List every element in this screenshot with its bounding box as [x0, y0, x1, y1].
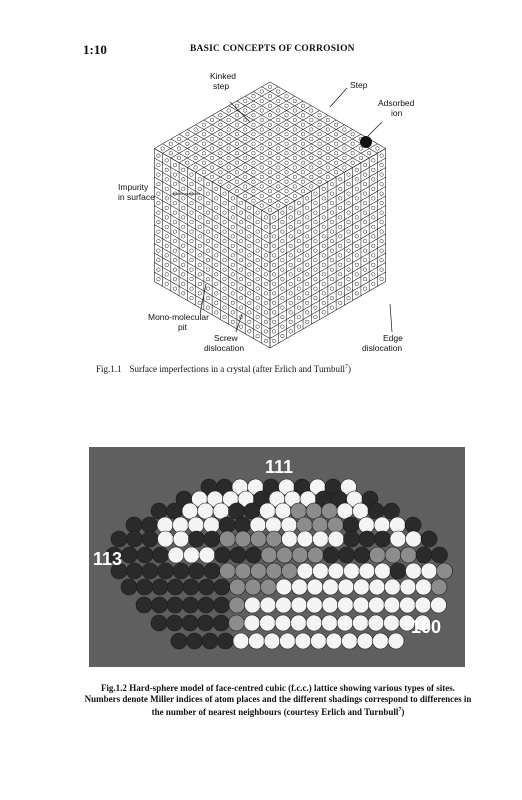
figure-crystal-surface-diagram — [100, 64, 440, 364]
figure1-caption-close: ) — [347, 364, 351, 374]
miller-index-100: 100 — [411, 617, 442, 637]
figure1-caption — [96, 364, 456, 374]
label-impurity-line1: Impurity — [118, 182, 149, 192]
label-adsorbed-ion-line2: ion — [391, 108, 403, 118]
figure1-caption-ref: 7 — [344, 364, 348, 370]
miller-index-113: 113 — [93, 549, 123, 569]
miller-index-111: 111 — [265, 457, 294, 477]
figure2-caption-ref: 7 — [398, 707, 402, 713]
label-kinked-step-line2: step — [213, 81, 230, 91]
figure1-caption-label: Fig.1.1 — [96, 364, 122, 374]
label-step: Step — [350, 80, 368, 90]
label-mono-pit-line2: pit — [178, 322, 187, 332]
page-number: 1:10 — [83, 42, 107, 57]
figure2-caption-close: ) — [401, 707, 405, 717]
figure1-caption-text: Surface imperfections in a crystal (after Erlich and Turnbull — [129, 364, 345, 374]
figure2-caption-label: Fig.1.2 — [100, 683, 127, 693]
label-kinked-step-line1: Kinked — [210, 71, 236, 81]
label-screw-line2: dislocation — [204, 343, 245, 353]
label-mono-pit-line1: Mono-molecular — [148, 312, 209, 322]
label-screw-line1: Screw — [214, 333, 238, 343]
label-impurity-line2: in surface — [118, 192, 155, 202]
figure-hard-sphere-photo — [89, 447, 465, 667]
label-edge-line1: Edge — [383, 333, 403, 343]
crystal-lattice-drawing — [100, 64, 440, 364]
adsorbed-ion-atom — [360, 136, 372, 148]
hard-sphere-model-drawing — [89, 447, 465, 667]
figure2-caption-text: Hard-sphere model of face-centred cubic (f.c.c.) lattice showing various types of sites. Numbers denote Miller indices of atom places and the different shadings correspond to differences in the number of nearest neighbours (courtesy Erlich and Turnbull — [84, 683, 472, 717]
label-edge-line2: dislocation — [362, 343, 403, 353]
running-title: BASIC CONCEPTS OF CORROSION — [190, 44, 355, 54]
label-adsorbed-ion-line1: Adsorbed — [378, 98, 415, 108]
figure2-caption — [84, 683, 472, 718]
